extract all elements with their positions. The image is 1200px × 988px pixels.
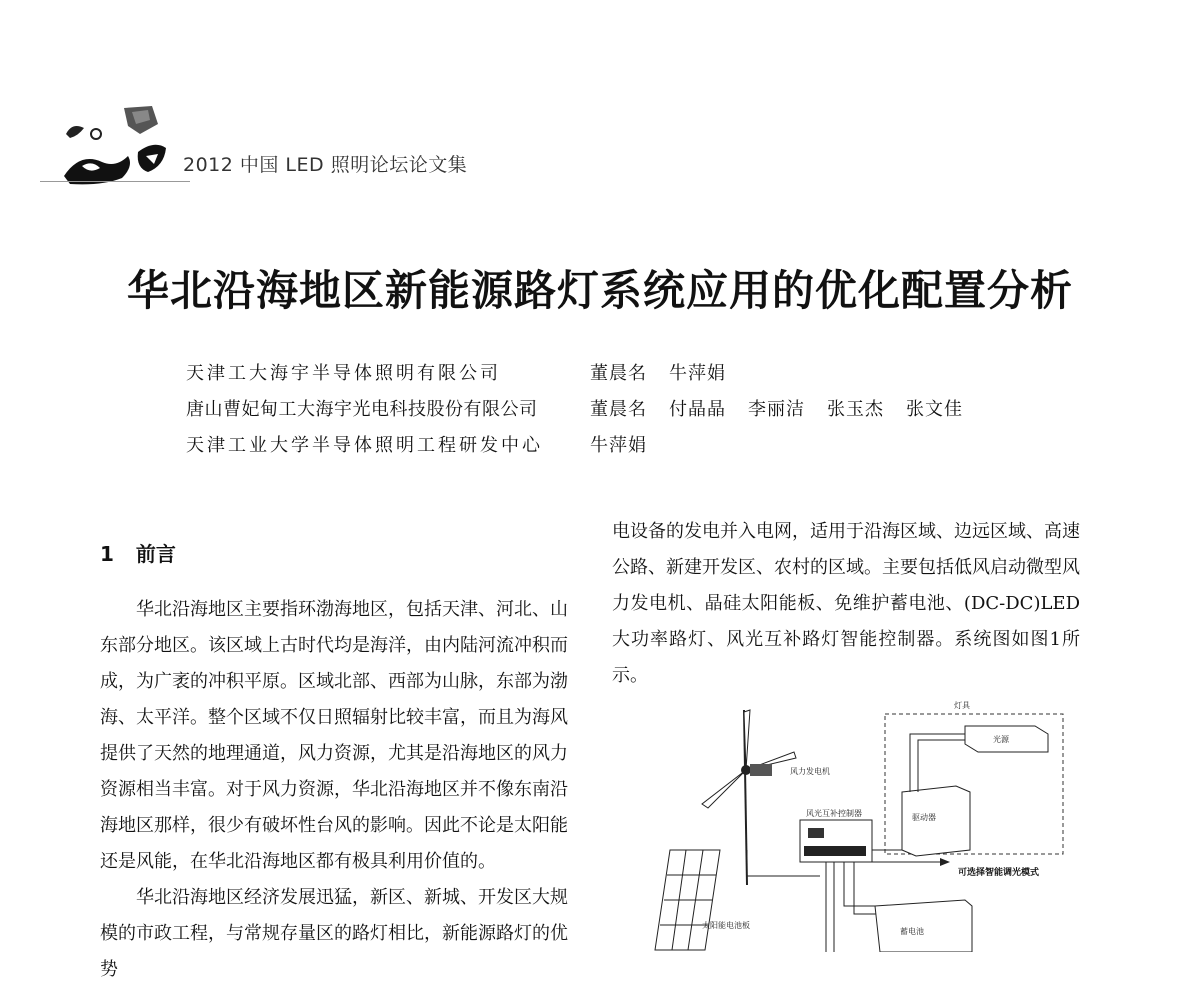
section-heading	[100, 536, 568, 572]
dimming-mode-label: 可选择智能调光模式	[958, 868, 1040, 878]
paper-title: 华北沿海地区新能源路灯系统应用的优化配置分析	[126, 266, 1073, 315]
author-name: 张玉杰	[827, 399, 884, 420]
affiliation-row	[186, 428, 985, 464]
body-paragraph-continued: 电设备的发电并入电网，适用于沿海区域、边远区域、高速公路、新建开发区、农村的区域。主要包括低风启动微型风力发电机、晶硅太阳能板、免维护蓄电池、(DC-DC)LED大功率路灯、风光互补路灯智能控制器。系统图如图1所示。	[612, 521, 1080, 686]
affiliation-name: 唐山曹妃甸工大海宇光电科技股份有限公司	[186, 399, 538, 420]
affiliation-name: 天津工大海宇半导体照明有限公司	[186, 363, 501, 384]
driver-label: 驱动器	[912, 813, 936, 822]
body-paragraph: 华北沿海地区主要指环渤海地区，包括天津、河北、山东部分地区。该区域上古时代均是海洋，由内陆河流冲积而成，为广袤的冲积平原。区域北部、西部为山脉，东部为渤海、太平洋。整个区域不仅日照辐射比较丰富，而且为海风提供了天然的地理通道，风力资源，尤其是沿海地区的风力资源相当丰富。对于风力资源，华北沿海地区并不像东南沿海地区那样，很少有破坏性台风的影响。因此不论是太阳能还是风能，在华北沿海地区都有极具利用价值的。	[100, 599, 568, 872]
conference-title: 2012 中国 LED 照明论坛论文集	[183, 154, 468, 176]
author-name: 董晨名	[590, 363, 647, 384]
affiliation-name: 天津工业大学半导体照明工程研发中心	[186, 435, 543, 456]
light-source-label: 光源	[993, 735, 1009, 744]
author-name: 董晨名	[590, 399, 647, 420]
conference-logo-image	[62, 104, 172, 186]
section-number: 1	[100, 542, 114, 566]
right-column	[612, 514, 1080, 694]
left-column	[100, 532, 568, 988]
lamp-group-label: 灯具	[954, 701, 970, 710]
battery-box	[875, 900, 972, 952]
header-rule	[40, 181, 190, 182]
body-paragraph: 华北沿海地区经济发展迅猛，新区、新城、开发区大规模的市政工程，与常规存量区的路灯相比，新能源路灯的优势	[100, 887, 568, 980]
author-name: 李丽洁	[748, 399, 805, 420]
section-title: 前言	[135, 542, 176, 566]
affiliation-row	[186, 356, 985, 392]
author-name: 牛萍娟	[590, 435, 647, 456]
affiliation-row	[186, 392, 985, 428]
turbine-blade	[702, 770, 746, 808]
author-name: 牛萍娟	[669, 363, 726, 384]
author-name: 张文佳	[906, 399, 963, 420]
controller-label: 风光互补控制器	[806, 809, 862, 818]
author-name: 付晶晶	[669, 399, 726, 420]
wind-turbine-label: 风力发电机	[790, 767, 830, 776]
author-names	[590, 428, 669, 464]
battery-label: 蓄电池	[900, 927, 924, 936]
system-diagram-figure	[610, 700, 1090, 952]
solar-panel-label: 太阳能电池板	[702, 921, 750, 930]
author-names	[590, 392, 985, 428]
author-names	[590, 356, 748, 392]
turbine-nacelle	[750, 764, 772, 776]
author-block	[186, 356, 985, 464]
